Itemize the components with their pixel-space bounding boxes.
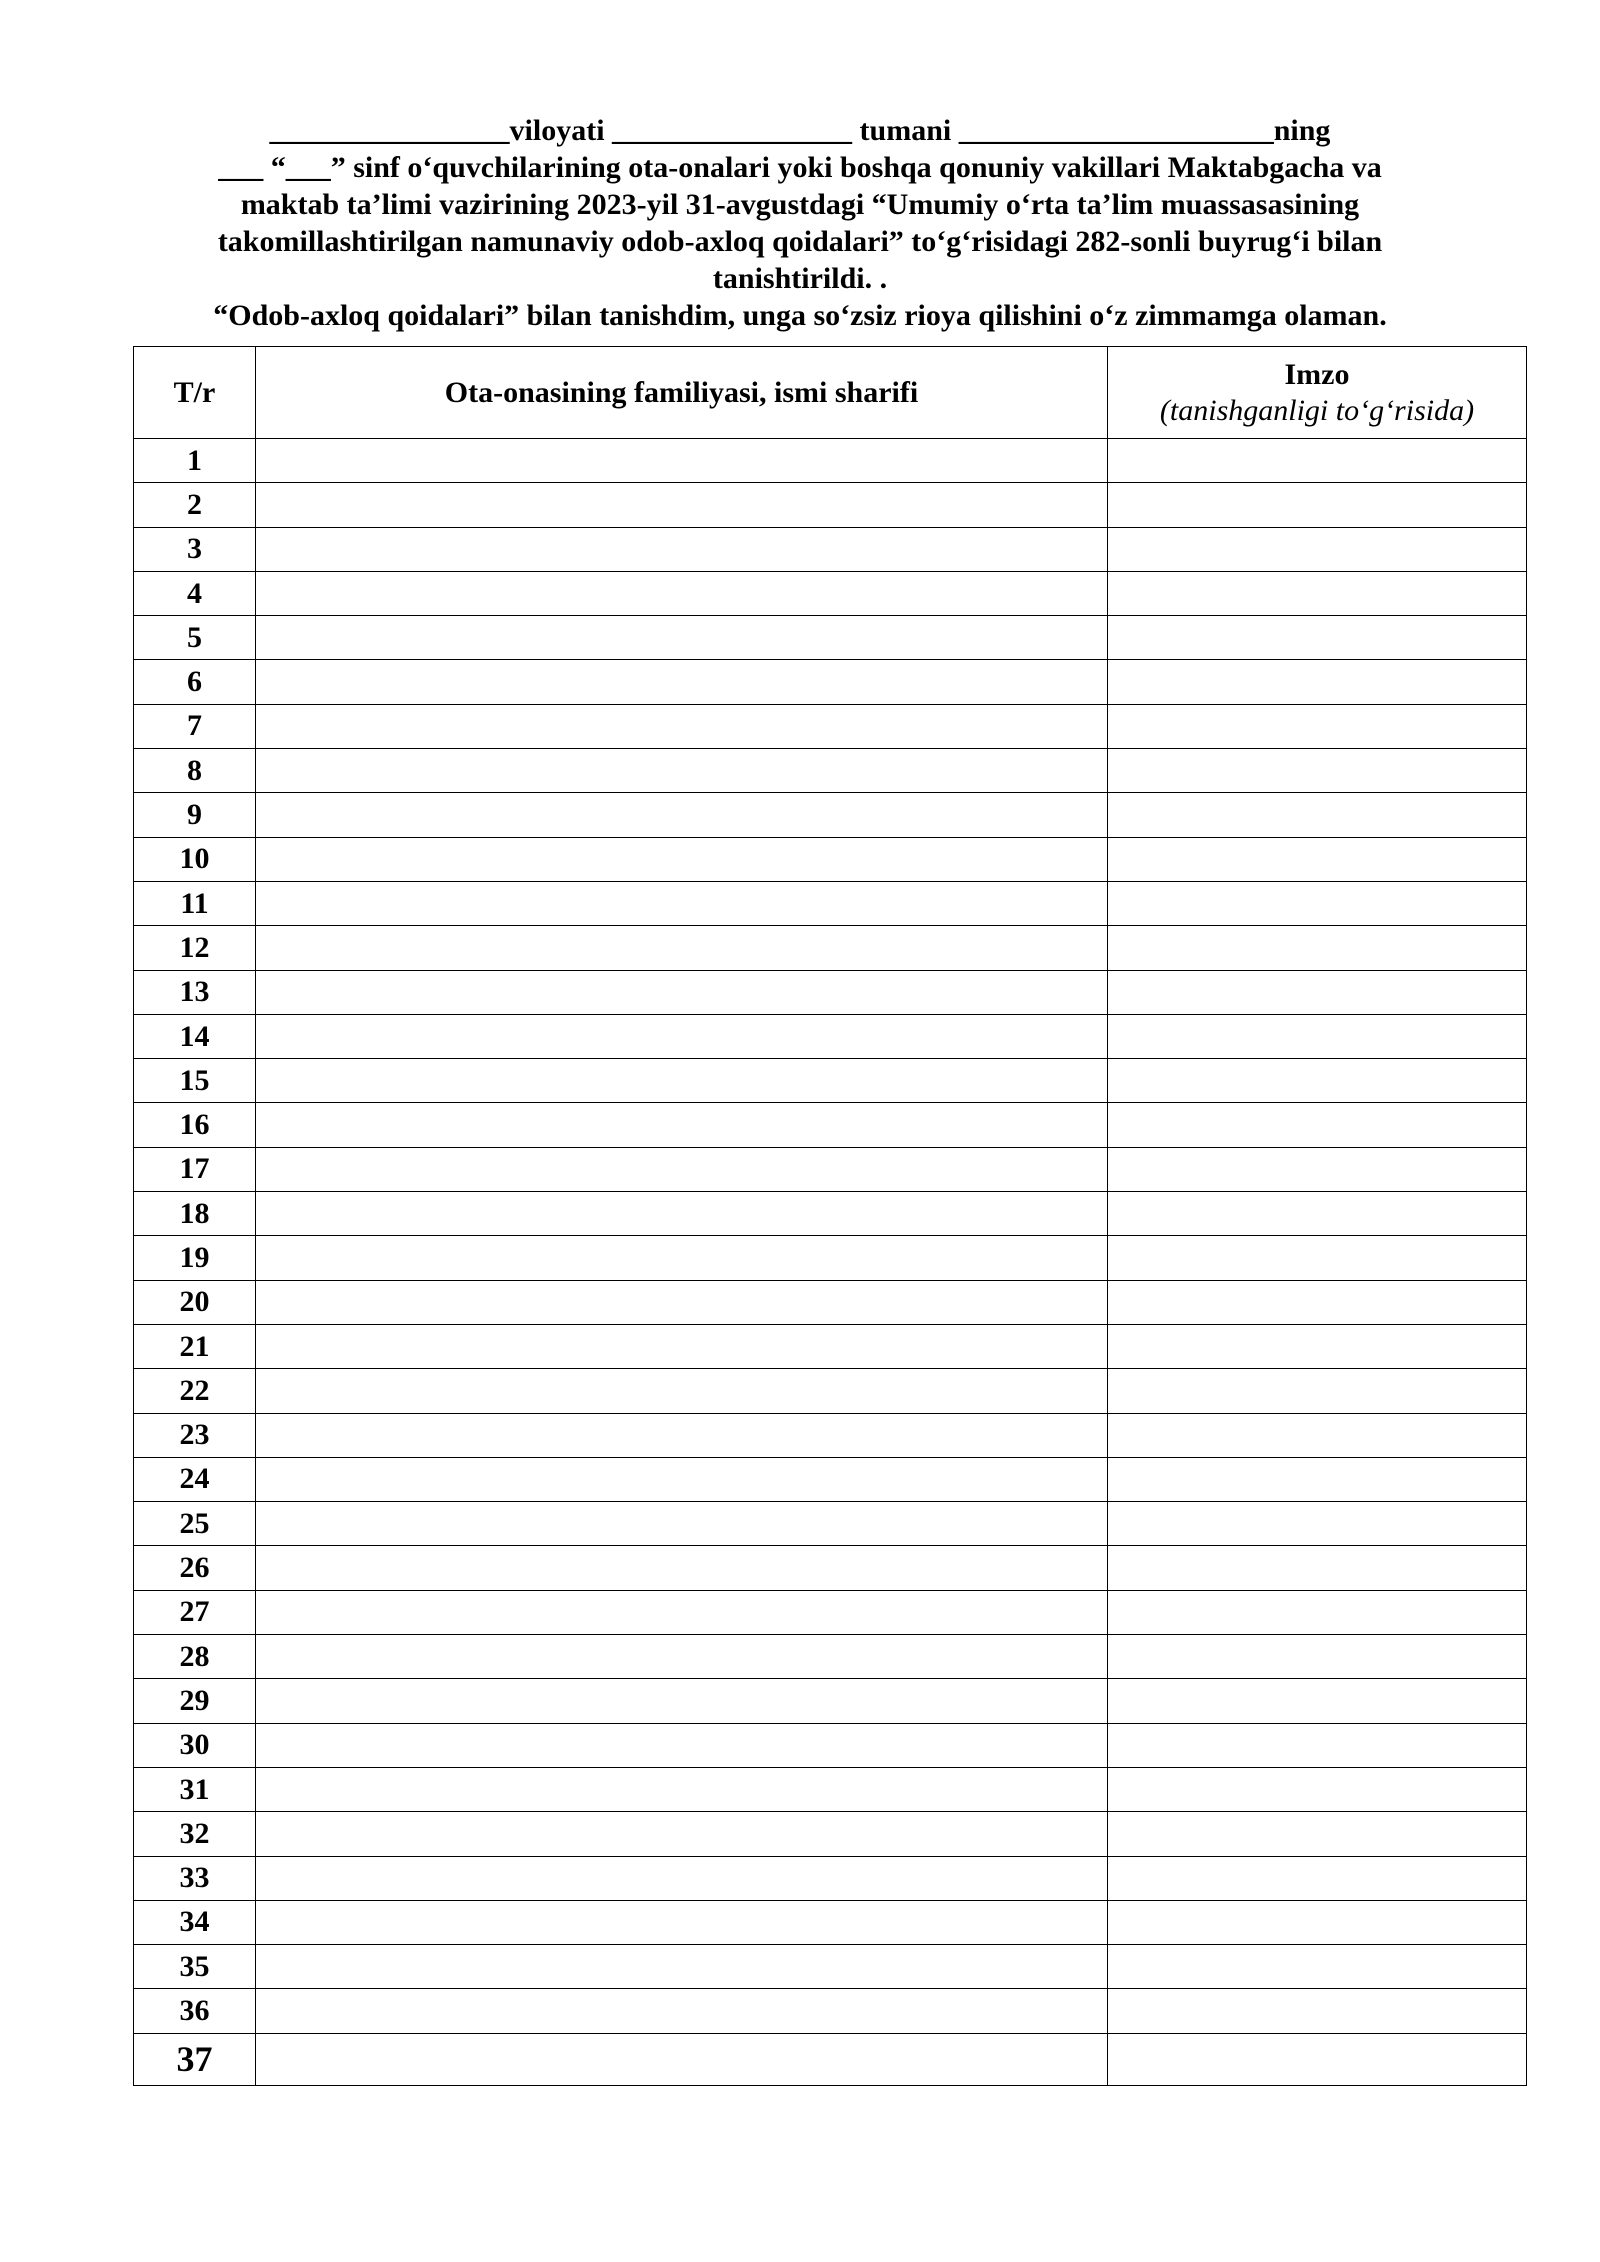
row-number: 6 bbox=[134, 660, 256, 704]
row-number: 35 bbox=[134, 1945, 256, 1989]
signature-header-subtitle: (tanishganligi to‘g‘risida) bbox=[1159, 393, 1475, 427]
table-row bbox=[134, 1236, 1527, 1280]
parent-name-cell[interactable] bbox=[256, 1945, 1108, 1989]
signature-cell[interactable] bbox=[1108, 1812, 1527, 1856]
row-number: 24 bbox=[134, 1457, 256, 1501]
table-row bbox=[134, 1945, 1527, 1989]
signature-cell[interactable] bbox=[1108, 1059, 1527, 1103]
table-row bbox=[134, 1457, 1527, 1501]
parent-name-cell[interactable] bbox=[256, 1723, 1108, 1767]
row-number: 1 bbox=[134, 439, 256, 483]
row-number: 18 bbox=[134, 1192, 256, 1236]
column-header-signature bbox=[1108, 347, 1527, 439]
signature-cell[interactable] bbox=[1108, 483, 1527, 527]
signature-cell[interactable] bbox=[1108, 1856, 1527, 1900]
heading-line-4: takomillashtirilgan namunaviy odob-axloq qoidalari” to‘g‘risidagi 282-sonli buyrug‘i bilan bbox=[217, 225, 1383, 258]
table-row bbox=[134, 1856, 1527, 1900]
signature-cell[interactable] bbox=[1108, 793, 1527, 837]
table-row bbox=[134, 1059, 1527, 1103]
heading-line-3: maktab ta’limi vazirining 2023-yil 31-avgustdagi “Umumiy o‘rta ta’lim muassasasining bbox=[240, 188, 1360, 221]
signature-cell[interactable] bbox=[1108, 527, 1527, 571]
row-number: 36 bbox=[134, 1989, 256, 2033]
signature-cell[interactable] bbox=[1108, 1103, 1527, 1147]
signature-cell[interactable] bbox=[1108, 1192, 1527, 1236]
parent-name-cell[interactable] bbox=[256, 1767, 1108, 1811]
signature-cell[interactable] bbox=[1108, 1502, 1527, 1546]
parent-name-cell[interactable] bbox=[256, 439, 1108, 483]
row-number: 32 bbox=[134, 1812, 256, 1856]
parent-name-cell[interactable] bbox=[256, 1679, 1108, 1723]
row-number: 15 bbox=[134, 1059, 256, 1103]
table-row bbox=[134, 749, 1527, 793]
table-row bbox=[134, 793, 1527, 837]
row-number: 17 bbox=[134, 1147, 256, 1191]
parent-name-cell[interactable] bbox=[256, 2033, 1108, 2085]
signature-cell[interactable] bbox=[1108, 881, 1527, 925]
parent-name-cell[interactable] bbox=[256, 571, 1108, 615]
signature-cell[interactable] bbox=[1108, 749, 1527, 793]
row-number: 27 bbox=[134, 1590, 256, 1634]
table-row bbox=[134, 1413, 1527, 1457]
column-header-number: T/r bbox=[134, 347, 256, 439]
row-number: 21 bbox=[134, 1324, 256, 1368]
signature-cell[interactable] bbox=[1108, 1369, 1527, 1413]
signature-cell[interactable] bbox=[1108, 704, 1527, 748]
parent-name-cell[interactable] bbox=[256, 616, 1108, 660]
table-row bbox=[134, 2033, 1527, 2085]
table-row bbox=[134, 1502, 1527, 1546]
parent-name-cell[interactable] bbox=[256, 527, 1108, 571]
table-row bbox=[134, 1546, 1527, 1590]
parent-name-cell[interactable] bbox=[256, 1369, 1108, 1413]
row-number: 11 bbox=[134, 881, 256, 925]
parent-name-cell[interactable] bbox=[256, 837, 1108, 881]
table-row bbox=[134, 1369, 1527, 1413]
row-number: 8 bbox=[134, 749, 256, 793]
signature-cell[interactable] bbox=[1108, 2033, 1527, 2085]
parent-name-cell[interactable] bbox=[256, 926, 1108, 970]
parent-name-cell[interactable] bbox=[256, 1324, 1108, 1368]
signature-cell[interactable] bbox=[1108, 1546, 1527, 1590]
heading-line-2: ___ “___” sinf o‘quvchilarining ota-onalari yoki boshqa qonuniy vakillari Maktabgacha va bbox=[218, 151, 1382, 184]
table-row bbox=[134, 1812, 1527, 1856]
signature-cell[interactable] bbox=[1108, 837, 1527, 881]
table-body bbox=[134, 439, 1527, 2086]
table-row bbox=[134, 1989, 1527, 2033]
parent-name-cell[interactable] bbox=[256, 749, 1108, 793]
table-row bbox=[134, 483, 1527, 527]
heading-line-6: “Odob-axloq qoidalari” bilan tanishdim, unga so‘zsiz rioya qilishini o‘z zimmamga olaman. bbox=[213, 299, 1387, 332]
row-number: 22 bbox=[134, 1369, 256, 1413]
row-number: 4 bbox=[134, 571, 256, 615]
table-row bbox=[134, 1590, 1527, 1634]
row-number: 10 bbox=[134, 837, 256, 881]
parent-name-cell[interactable] bbox=[256, 1812, 1108, 1856]
column-header-name: Ota-onasining familiyasi, ismi sharifi bbox=[256, 347, 1108, 439]
row-number: 13 bbox=[134, 970, 256, 1014]
signature-cell[interactable] bbox=[1108, 1679, 1527, 1723]
row-number: 20 bbox=[134, 1280, 256, 1324]
signature-cell[interactable] bbox=[1108, 1590, 1527, 1634]
table-row bbox=[134, 1900, 1527, 1944]
table-row bbox=[134, 1280, 1527, 1324]
heading-line-5: tanishtirildi. . bbox=[712, 262, 888, 295]
signature-cell[interactable] bbox=[1108, 1767, 1527, 1811]
signature-cell[interactable] bbox=[1108, 1014, 1527, 1058]
table-row bbox=[134, 1679, 1527, 1723]
parent-name-cell[interactable] bbox=[256, 1457, 1108, 1501]
signature-cell[interactable] bbox=[1108, 1635, 1527, 1679]
row-number: 33 bbox=[134, 1856, 256, 1900]
signature-cell[interactable] bbox=[1108, 1945, 1527, 1989]
signature-cell[interactable] bbox=[1108, 1280, 1527, 1324]
signature-cell[interactable] bbox=[1108, 1457, 1527, 1501]
parent-name-cell[interactable] bbox=[256, 1192, 1108, 1236]
parent-name-cell[interactable] bbox=[256, 970, 1108, 1014]
row-number: 2 bbox=[134, 483, 256, 527]
table-row bbox=[134, 1723, 1527, 1767]
parent-name-cell[interactable] bbox=[256, 1280, 1108, 1324]
heading-line-1: ________________viloyati ________________ tumani _____________________ning bbox=[269, 114, 1331, 147]
table-row bbox=[134, 571, 1527, 615]
document-heading bbox=[0, 112, 1600, 334]
row-number: 30 bbox=[134, 1723, 256, 1767]
row-number: 29 bbox=[134, 1679, 256, 1723]
row-number: 34 bbox=[134, 1900, 256, 1944]
signature-cell[interactable] bbox=[1108, 571, 1527, 615]
row-number: 28 bbox=[134, 1635, 256, 1679]
row-number: 23 bbox=[134, 1413, 256, 1457]
signature-table bbox=[133, 346, 1527, 2086]
row-number: 16 bbox=[134, 1103, 256, 1147]
table-row bbox=[134, 704, 1527, 748]
table-row bbox=[134, 439, 1527, 483]
signature-cell[interactable] bbox=[1108, 1324, 1527, 1368]
row-number: 9 bbox=[134, 793, 256, 837]
row-number: 7 bbox=[134, 704, 256, 748]
parent-name-cell[interactable] bbox=[256, 704, 1108, 748]
row-number: 25 bbox=[134, 1502, 256, 1546]
table-row bbox=[134, 1147, 1527, 1191]
table-row bbox=[134, 970, 1527, 1014]
parent-name-cell[interactable] bbox=[256, 1502, 1108, 1546]
parent-name-cell[interactable] bbox=[256, 1590, 1108, 1634]
table-row bbox=[134, 660, 1527, 704]
table-row bbox=[134, 1767, 1527, 1811]
row-number: 12 bbox=[134, 926, 256, 970]
parent-name-cell[interactable] bbox=[256, 660, 1108, 704]
parent-name-cell[interactable] bbox=[256, 1413, 1108, 1457]
row-number: 26 bbox=[134, 1546, 256, 1590]
row-number: 19 bbox=[134, 1236, 256, 1280]
parent-name-cell[interactable] bbox=[256, 1546, 1108, 1590]
table-row bbox=[134, 1014, 1527, 1058]
table-row bbox=[134, 1192, 1527, 1236]
signature-cell[interactable] bbox=[1108, 439, 1527, 483]
parent-name-cell[interactable] bbox=[256, 881, 1108, 925]
parent-name-cell[interactable] bbox=[256, 483, 1108, 527]
signature-cell[interactable] bbox=[1108, 1147, 1527, 1191]
table-row bbox=[134, 926, 1527, 970]
signature-cell[interactable] bbox=[1108, 616, 1527, 660]
signature-cell[interactable] bbox=[1108, 660, 1527, 704]
signature-cell[interactable] bbox=[1108, 970, 1527, 1014]
table-row bbox=[134, 881, 1527, 925]
parent-name-cell[interactable] bbox=[256, 1900, 1108, 1944]
parent-name-cell[interactable] bbox=[256, 1236, 1108, 1280]
table-row bbox=[134, 1103, 1527, 1147]
table-row bbox=[134, 527, 1527, 571]
row-number: 14 bbox=[134, 1014, 256, 1058]
signature-cell[interactable] bbox=[1108, 1989, 1527, 2033]
row-number: 37 bbox=[134, 2033, 256, 2085]
parent-name-cell[interactable] bbox=[256, 1856, 1108, 1900]
parent-name-cell[interactable] bbox=[256, 1014, 1108, 1058]
table-row bbox=[134, 837, 1527, 881]
signature-cell[interactable] bbox=[1108, 926, 1527, 970]
signature-header-title: Imzo bbox=[1284, 357, 1350, 391]
row-number: 5 bbox=[134, 616, 256, 660]
signature-cell[interactable] bbox=[1108, 1900, 1527, 1944]
table-row bbox=[134, 1324, 1527, 1368]
row-number: 31 bbox=[134, 1767, 256, 1811]
parent-name-cell[interactable] bbox=[256, 1147, 1108, 1191]
parent-name-cell[interactable] bbox=[256, 1989, 1108, 2033]
table-row bbox=[134, 1635, 1527, 1679]
parent-name-cell[interactable] bbox=[256, 1103, 1108, 1147]
table-row bbox=[134, 616, 1527, 660]
signature-cell[interactable] bbox=[1108, 1413, 1527, 1457]
parent-name-cell[interactable] bbox=[256, 1635, 1108, 1679]
parent-name-cell[interactable] bbox=[256, 793, 1108, 837]
table-header-row bbox=[134, 347, 1527, 439]
signature-cell[interactable] bbox=[1108, 1236, 1527, 1280]
signature-cell[interactable] bbox=[1108, 1723, 1527, 1767]
parent-name-cell[interactable] bbox=[256, 1059, 1108, 1103]
row-number: 3 bbox=[134, 527, 256, 571]
